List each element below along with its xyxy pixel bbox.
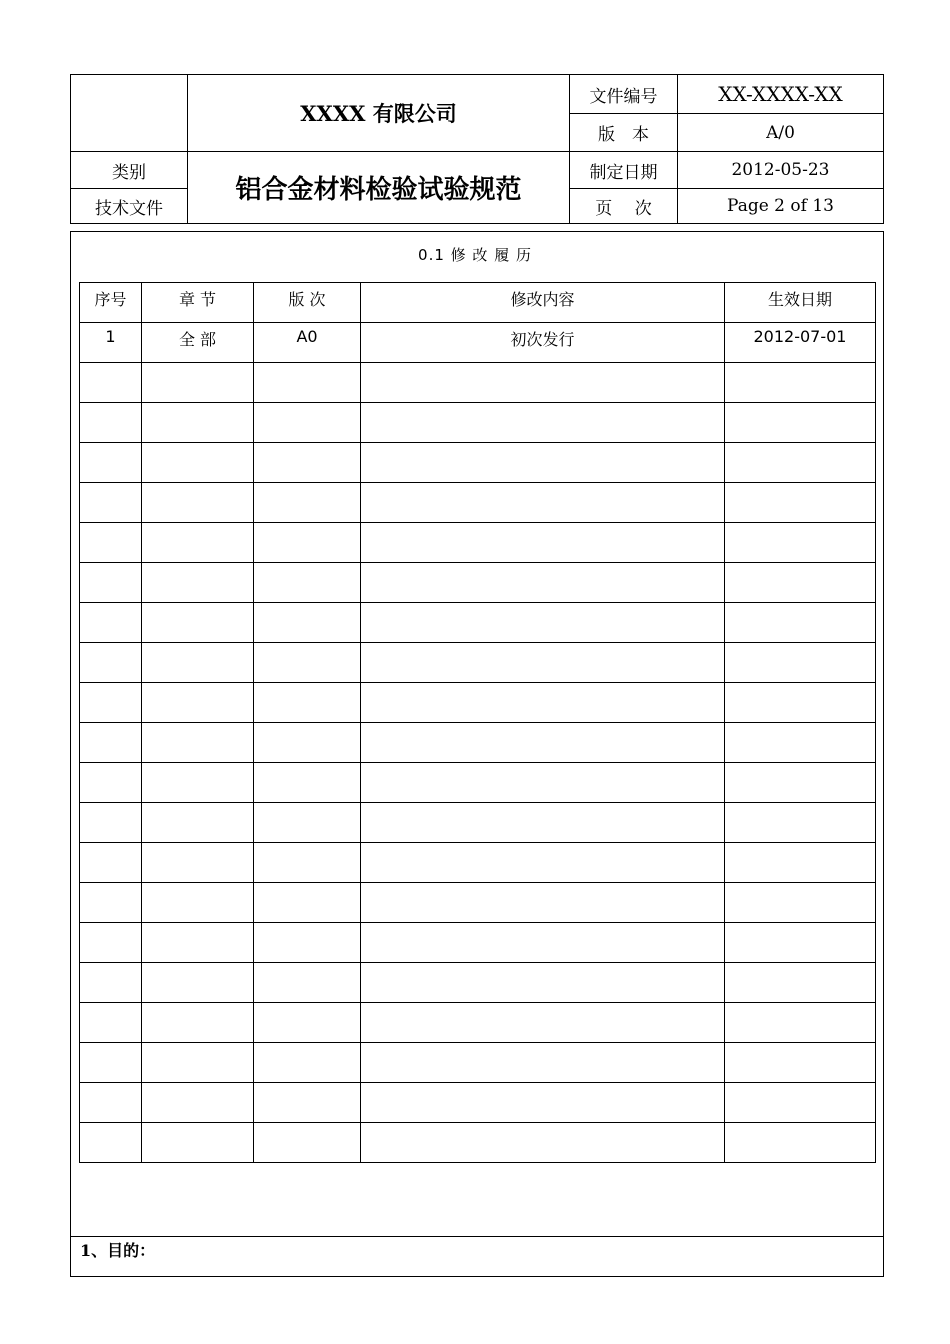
table-cell <box>80 923 142 963</box>
table-cell <box>142 363 254 403</box>
table-cell <box>361 883 725 923</box>
table-cell <box>361 1043 725 1083</box>
table-row <box>80 1083 876 1123</box>
table-cell <box>361 723 725 763</box>
table-cell <box>142 883 254 923</box>
table-cell <box>254 963 361 1003</box>
page-value: Page 2 of 13 <box>727 196 834 216</box>
table-cell <box>361 963 725 1003</box>
table-cell <box>361 923 725 963</box>
table-cell <box>361 403 725 443</box>
table-cell <box>80 443 142 483</box>
table-cell <box>80 963 142 1003</box>
column-header-content: 修改内容 <box>361 283 725 323</box>
table-header-row <box>80 283 876 323</box>
section-heading-purpose: 1、目的： <box>80 1241 156 1260</box>
table-cell <box>725 723 876 763</box>
table-cell <box>725 763 876 803</box>
category-label: 类别 <box>112 162 146 183</box>
table-cell <box>361 643 725 683</box>
table-cell <box>142 603 254 643</box>
table-cell <box>254 1083 361 1123</box>
column-header-version: 版 次 <box>254 283 361 323</box>
table-row <box>80 843 876 883</box>
document-title: 铝合金材料检验试验规范 <box>235 175 522 205</box>
table-cell <box>361 803 725 843</box>
table-cell <box>361 603 725 643</box>
table-cell <box>725 563 876 603</box>
table-cell <box>361 363 725 403</box>
table-cell <box>142 403 254 443</box>
table-cell <box>254 603 361 643</box>
table-row <box>80 763 876 803</box>
table-row <box>80 1123 876 1163</box>
table-cell <box>80 1083 142 1123</box>
table-cell <box>142 563 254 603</box>
table-cell <box>142 763 254 803</box>
table-cell <box>80 483 142 523</box>
table-row <box>80 683 876 723</box>
page-label: 页 次 <box>595 198 652 219</box>
version-label: 版 本 <box>598 125 649 145</box>
table-cell <box>254 643 361 683</box>
table-cell <box>725 483 876 523</box>
table-cell <box>254 403 361 443</box>
table-cell <box>142 1083 254 1123</box>
date-label: 制定日期 <box>589 162 658 183</box>
table-cell <box>80 763 142 803</box>
table-cell <box>142 963 254 1003</box>
table-cell <box>254 803 361 843</box>
table-cell <box>725 843 876 883</box>
table-row <box>80 643 876 683</box>
table-cell: 1 <box>80 323 142 363</box>
table-cell <box>142 1043 254 1083</box>
table-row <box>80 483 876 523</box>
table-cell <box>142 1003 254 1043</box>
table-cell <box>80 643 142 683</box>
table-cell <box>725 1043 876 1083</box>
table-cell <box>361 1083 725 1123</box>
document-header <box>70 74 884 224</box>
table-cell <box>725 403 876 443</box>
table-cell <box>725 803 876 843</box>
table-row <box>80 323 876 363</box>
table-row <box>80 963 876 1003</box>
table-cell: 初次发行 <box>361 323 725 363</box>
table-cell <box>725 443 876 483</box>
table-cell <box>142 683 254 723</box>
table-cell <box>80 803 142 843</box>
table-row <box>80 443 876 483</box>
table-cell <box>254 1043 361 1083</box>
table-cell: A0 <box>254 323 361 363</box>
table-cell <box>254 483 361 523</box>
table-cell <box>142 523 254 563</box>
table-cell <box>725 603 876 643</box>
table-cell <box>254 523 361 563</box>
version-value: A/0 <box>766 122 795 143</box>
table-cell <box>142 443 254 483</box>
table-cell <box>361 443 725 483</box>
doc-number-label: 文件编号 <box>589 86 658 107</box>
divider <box>71 1236 883 1237</box>
table-cell <box>254 683 361 723</box>
table-cell <box>725 523 876 563</box>
table-cell <box>142 723 254 763</box>
table-cell <box>254 363 361 403</box>
table-row <box>80 723 876 763</box>
table-cell <box>725 643 876 683</box>
table-cell <box>80 603 142 643</box>
table-cell <box>80 1043 142 1083</box>
category-value: 技术文件 <box>95 198 163 219</box>
table-cell <box>254 763 361 803</box>
table-row <box>80 923 876 963</box>
table-row <box>80 523 876 563</box>
table-row <box>80 563 876 603</box>
column-header-effective-date: 生效日期 <box>725 283 876 323</box>
table-cell <box>361 763 725 803</box>
table-cell <box>725 1003 876 1043</box>
date-value: 2012-05-23 <box>731 160 830 180</box>
table-cell <box>254 843 361 883</box>
table-cell <box>725 923 876 963</box>
table-cell <box>254 443 361 483</box>
column-header-chapter: 章 节 <box>142 283 254 323</box>
table-cell <box>254 723 361 763</box>
table-cell <box>80 1003 142 1043</box>
table-cell <box>142 843 254 883</box>
table-cell <box>725 363 876 403</box>
table-cell <box>80 683 142 723</box>
table-row <box>80 403 876 443</box>
table-cell <box>80 363 142 403</box>
doc-number-value: XX-XXXX-XX <box>718 82 843 106</box>
table-cell <box>725 1083 876 1123</box>
revision-history-title: 0.1 修 改 履 历 <box>418 246 532 264</box>
table-cell <box>361 1123 725 1163</box>
table-cell <box>80 723 142 763</box>
table-cell <box>80 403 142 443</box>
table-cell <box>142 483 254 523</box>
table-row <box>80 1043 876 1083</box>
table-cell <box>254 1123 361 1163</box>
table-cell <box>142 1123 254 1163</box>
table-cell: 2012-07-01 <box>725 323 876 363</box>
column-header-seq: 序号 <box>80 283 142 323</box>
table-cell <box>725 883 876 923</box>
table-row <box>80 363 876 403</box>
table-row <box>80 883 876 923</box>
table-row <box>80 803 876 843</box>
table-cell <box>80 883 142 923</box>
table-cell <box>361 683 725 723</box>
table-row <box>80 603 876 643</box>
table-cell <box>254 563 361 603</box>
table-cell <box>80 563 142 603</box>
table-cell <box>361 563 725 603</box>
table-cell <box>254 883 361 923</box>
table-cell <box>142 923 254 963</box>
table-row <box>80 1003 876 1043</box>
table-cell <box>80 1123 142 1163</box>
table-cell <box>361 843 725 883</box>
table-cell <box>254 1003 361 1043</box>
table-cell <box>725 683 876 723</box>
table-cell <box>80 843 142 883</box>
table-cell <box>142 643 254 683</box>
table-cell <box>361 523 725 563</box>
table-cell <box>725 963 876 1003</box>
table-cell <box>254 923 361 963</box>
table-cell <box>142 803 254 843</box>
table-cell <box>725 1123 876 1163</box>
revision-history-table <box>79 282 876 1163</box>
table-cell <box>361 1003 725 1043</box>
table-cell <box>361 483 725 523</box>
company-name: XXXX 有限公司 <box>300 101 457 126</box>
table-cell: 全 部 <box>142 323 254 363</box>
table-cell <box>80 523 142 563</box>
